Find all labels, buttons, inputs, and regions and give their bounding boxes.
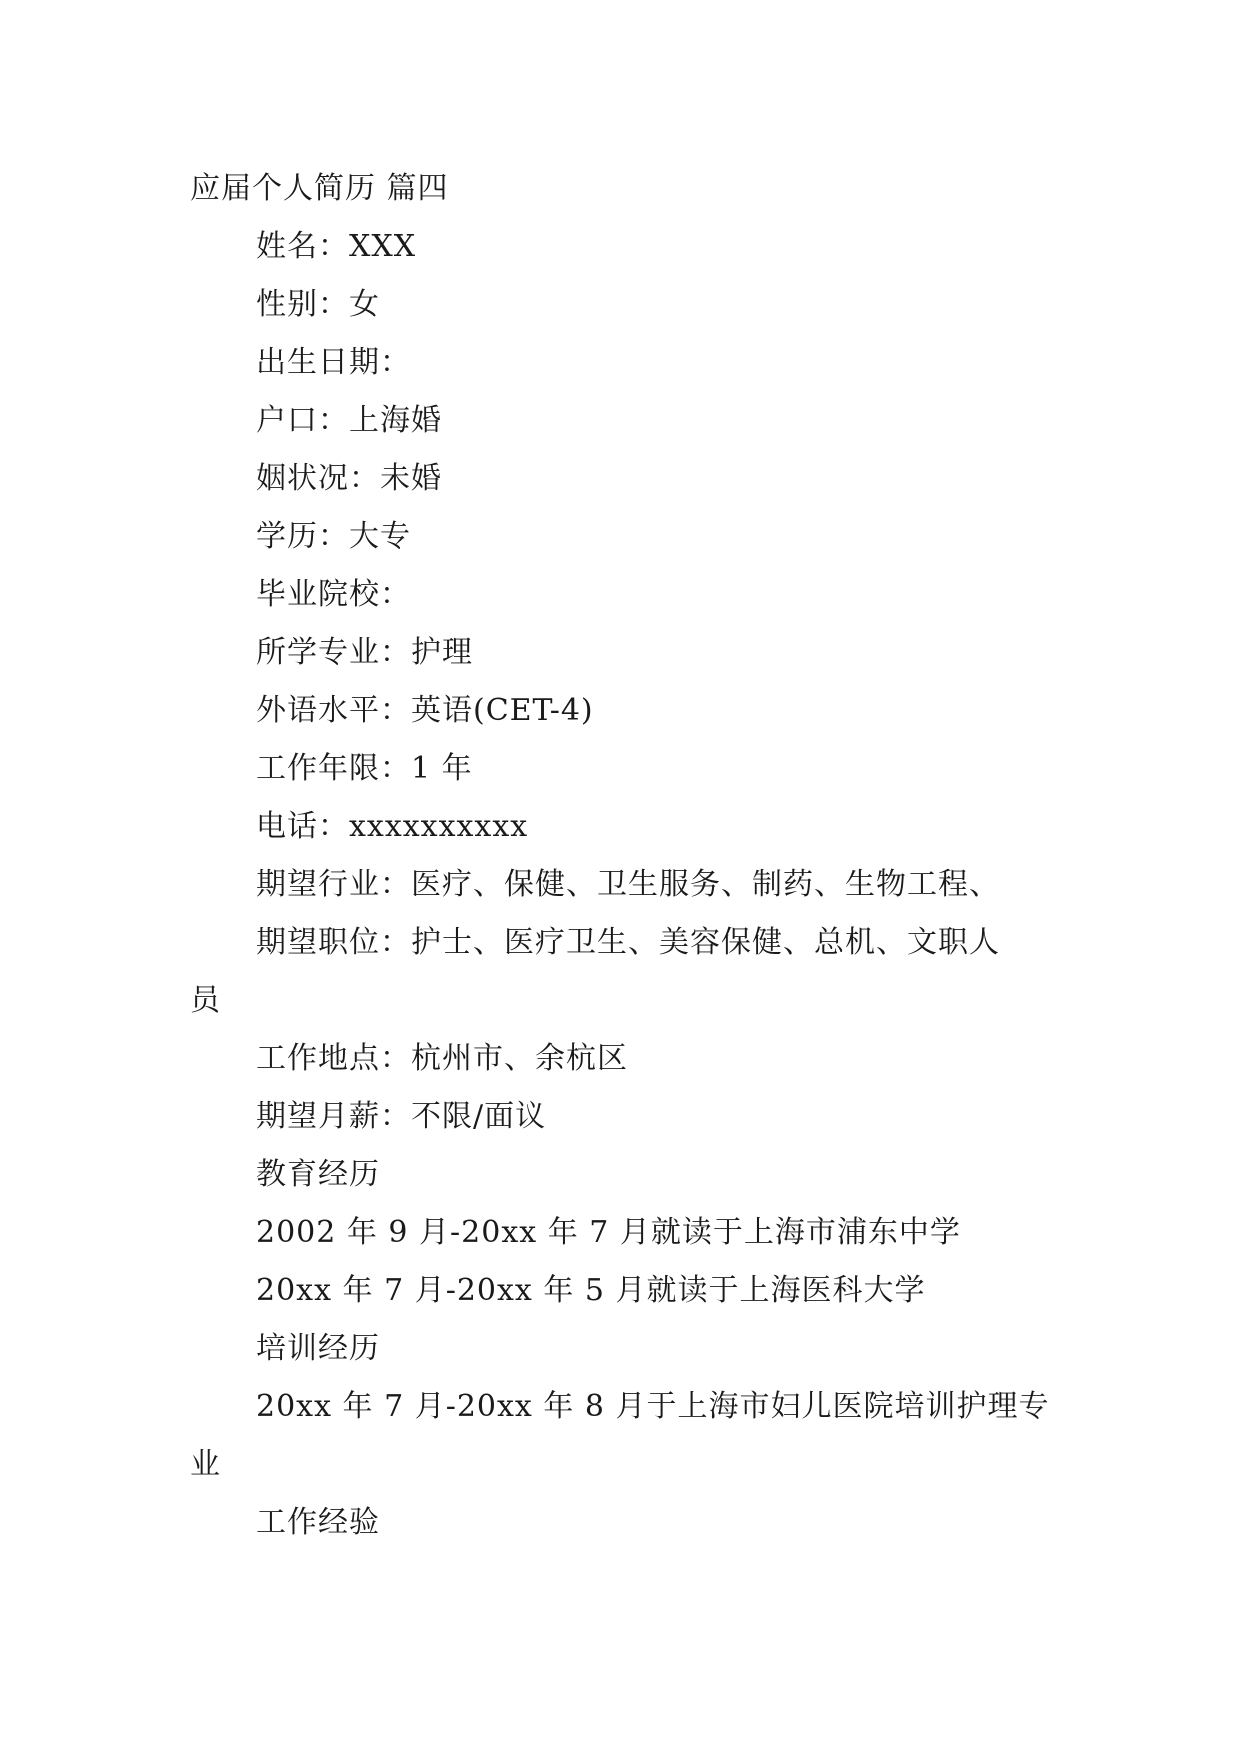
section-heading-work-experience: 工作经验 xyxy=(256,1505,380,1540)
document-body xyxy=(190,160,1070,1552)
section-heading-education: 教育经历 xyxy=(256,1157,380,1192)
field-language: 外语水平：英语(CET-4) xyxy=(256,693,594,728)
training-entry-continued: 业 xyxy=(190,1447,221,1482)
field-name: 姓名：XXX xyxy=(256,229,417,264)
section-heading-training: 培训经历 xyxy=(256,1331,380,1366)
document-title: 应届个人简历 篇四 xyxy=(190,171,449,206)
field-phone: 电话：xxxxxxxxxx xyxy=(256,809,529,844)
field-desired-position-continued: 员 xyxy=(190,983,221,1018)
field-school: 毕业院校： xyxy=(256,577,411,612)
education-entry: 2002 年 9 月-20xx 年 7 月就读于上海市浦东中学 xyxy=(256,1215,961,1250)
training-entry: 20xx 年 7 月-20xx 年 8 月于上海市妇儿医院培训护理专 xyxy=(256,1389,1050,1424)
education-entry: 20xx 年 7 月-20xx 年 5 月就读于上海医科大学 xyxy=(256,1273,926,1308)
field-gender: 性别：女 xyxy=(256,287,380,322)
field-hukou: 户口：上海婚 xyxy=(256,403,442,438)
field-major: 所学专业：护理 xyxy=(256,635,473,670)
field-desired-salary: 期望月薪：不限/面议 xyxy=(256,1099,547,1134)
field-work-years: 工作年限：1 年 xyxy=(256,751,473,786)
field-desired-position: 期望职位：护士、医疗卫生、美容保健、总机、文职人 xyxy=(256,925,1000,960)
field-desired-industry: 期望行业：医疗、保健、卫生服务、制药、生物工程、 xyxy=(256,867,1000,902)
field-birthdate: 出生日期： xyxy=(256,345,411,380)
field-marital-status: 姻状况：未婚 xyxy=(256,461,442,496)
field-education-level: 学历：大专 xyxy=(256,519,411,554)
field-work-location: 工作地点：杭州市、余杭区 xyxy=(256,1041,628,1076)
